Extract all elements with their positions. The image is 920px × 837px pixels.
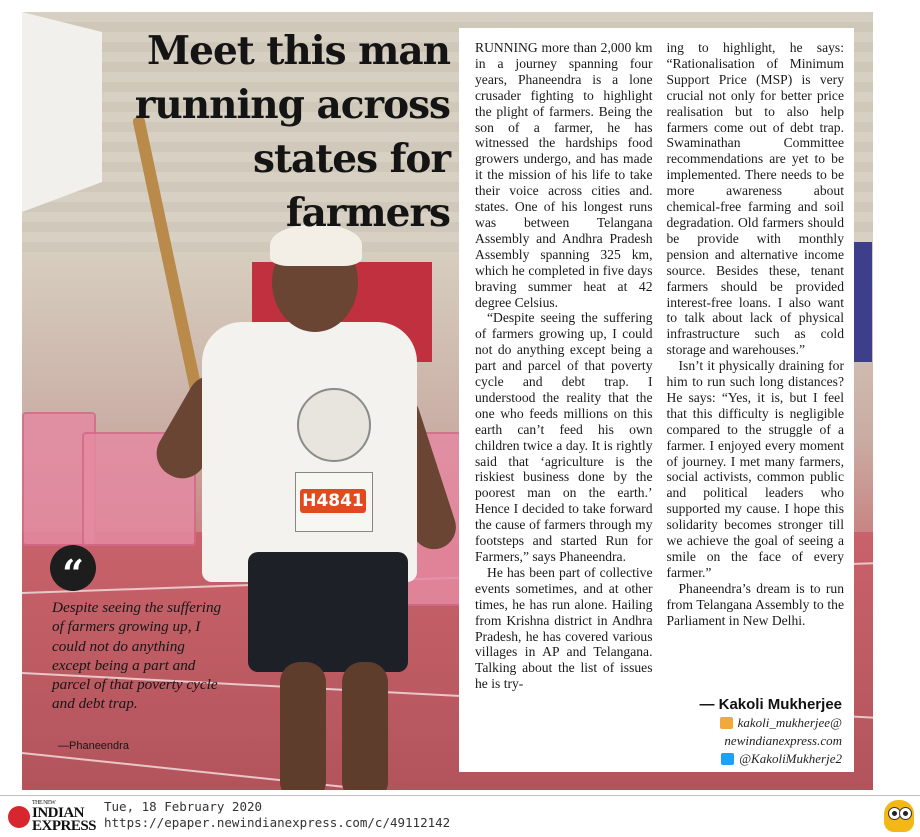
newspaper-logo (32, 800, 96, 833)
white-flag (22, 12, 102, 212)
shirt-emblem (297, 388, 371, 462)
headline-line: states for farmers (253, 136, 450, 236)
paragraph: “Despite seeing the suffering of farmers growing up, I could not do anything except being a part and parcel of that poverty cycle and debt trap. I understood the reality that the one who feeds millions on this earth can’t feed his own children twice a day. It is rightly said that ‘agriculture is the riskiest business done by the poorest man on the earth.’ Hence I decided to take forward the cause of farmers through my footsteps and started Run for Farmers,” says Phaneendra. (475, 310, 653, 564)
owl-icon (884, 800, 914, 832)
logo-line-2: EXPRESS (32, 818, 97, 834)
mail-icon (720, 717, 733, 729)
author-email-domain[interactable]: newindianexpress.com (724, 733, 842, 748)
pullquote-attribution: —Phaneendra (58, 740, 129, 752)
byline (699, 696, 842, 767)
race-bib (295, 472, 373, 532)
footer-divider (0, 795, 920, 796)
source-url[interactable]: https://epaper.newindianexpress.com/c/49112142 (104, 815, 451, 830)
paragraph: Phaneendra’s dream is to run from Telangana Assembly to the Parliament in New Delhi. (666, 580, 844, 628)
runner-shorts (248, 552, 408, 672)
side-banner (852, 242, 872, 362)
headline-line: Meet this man (147, 28, 450, 74)
twitter-icon (721, 753, 734, 765)
email-domain-row (699, 733, 842, 749)
author-name: — Kakoli Mukherjee (699, 696, 842, 713)
bib-number: H4841 (300, 489, 366, 513)
headline-line: running across (134, 82, 450, 128)
owl-eye (899, 807, 912, 820)
paragraph: RUNNING more than 2,000 km in a journey spanning four years, Phaneendra is a lone crusader fighting to highlight the plight of farmers. Being the son of a farmer, he has witnessed the hardships food growers undergo, and has made it the mission of his life to take their voice across cities and. states. One of his longest runs was between Telangana Assembly and Andhra Pradesh Assembly spanning 325 km, which he completed in five days braving summer heat at 42 degree Celsius. (475, 40, 653, 310)
author-twitter[interactable]: @KakoliMukherje2 (739, 751, 842, 766)
paragraph: Isn’t it physically draining for him to run such long distances? He says: “Yes, it is, but I feel that this difficulty is negligible compared to the struggle of a farmer. I enjoyed every moment of journey. I met many farmers, social activists, common public and political leaders who supported my cause. I hope this solidarity becomes stronger till we achieve the goal of seeing a smile on the face of every farmer.” (666, 358, 844, 580)
paragraph: He has been part of collective events sometimes, and at other times, he has run alone. Hailing from Krishna district in Andhra Pradesh, he has covered various villages in AP and Telangana. Talking about the list of issues he is try- (475, 564, 653, 692)
twitter-row (699, 751, 842, 767)
article-body (459, 28, 854, 772)
paragraph: ing to highlight, he says: “Rationalisation of Minimum Support Price (MSP) is very crucial not only for better price realisation but to also help farmers come out of debt trap. Swaminathan Committee recommendations are yet to be implemented. There needs to be more awareness about chemical-free farming and soil degradation. Old farmers should be provide with monthly pension and alternative income source. Besides these, tenant farmers should be provided interest-free loans. I also want to talk about lack of physical infrastructure such as cold storage and warehouses.” (666, 40, 844, 358)
article-column-2 (667, 40, 845, 692)
runner-leg (342, 662, 388, 790)
newspaper-logo-mark (8, 806, 30, 828)
author-email[interactable]: kakoli_mukherjee@ (737, 715, 842, 730)
footer-meta (104, 799, 450, 831)
article-column-1 (475, 40, 653, 692)
email-row (699, 715, 842, 731)
publication-date: Tue, 18 February 2020 (104, 799, 263, 814)
logo-line-1: INDIAN (32, 805, 85, 821)
quote-icon: “ (50, 545, 96, 591)
runner-leg (280, 662, 326, 790)
logo-top-line: THE NEW (32, 800, 56, 806)
pullquote-text: Despite seeing the suffering of farmers growing up, I could not do anything except being a part and parcel of that poverty cycle and debt trap. (52, 599, 222, 713)
article-headline (105, 24, 450, 240)
